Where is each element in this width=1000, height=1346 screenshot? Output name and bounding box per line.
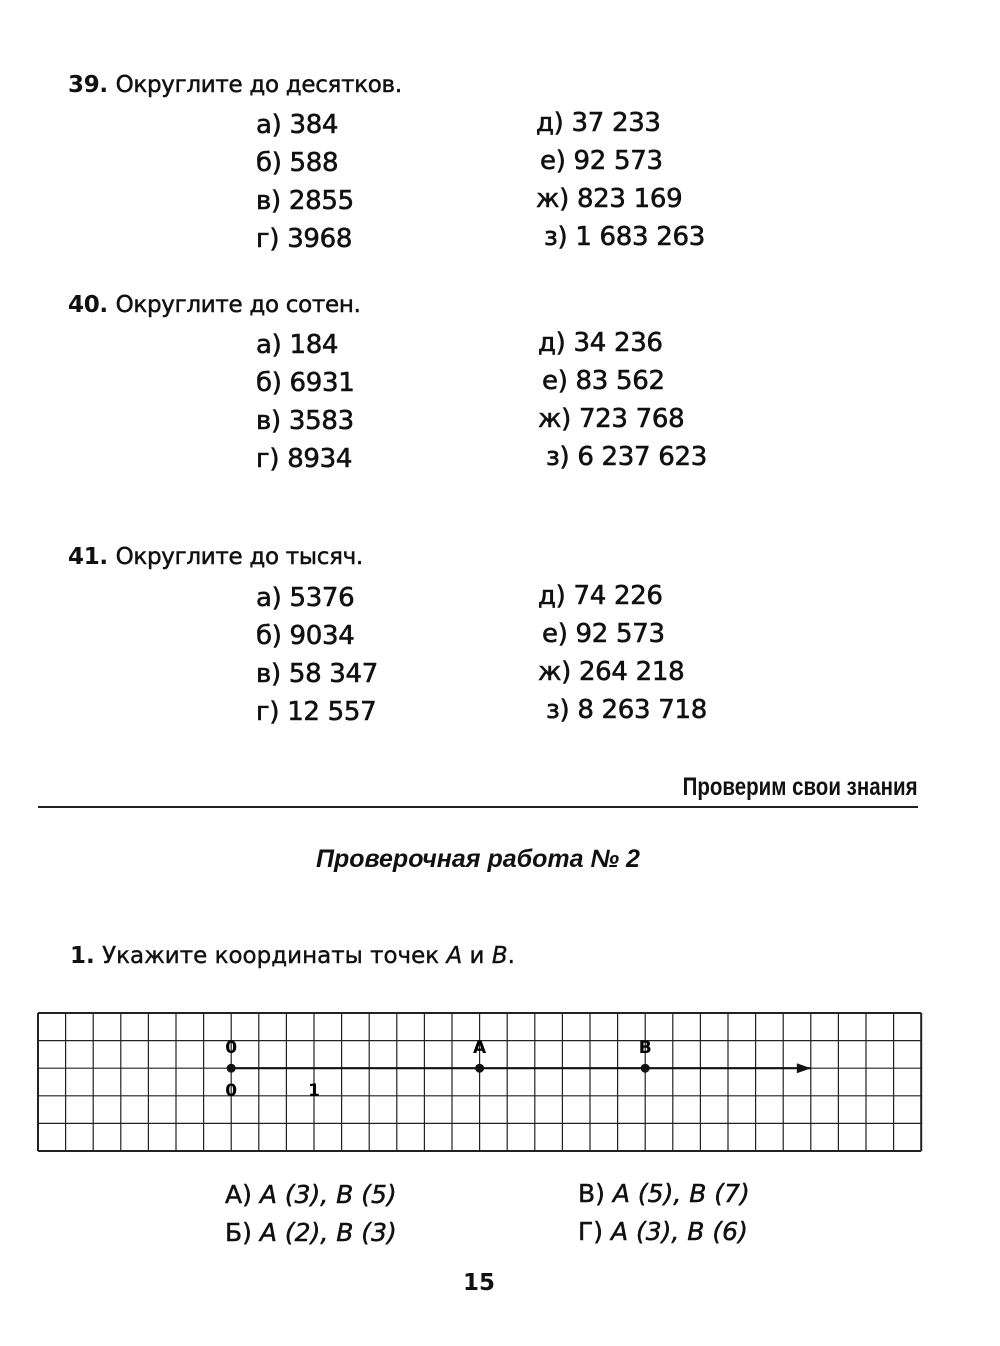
page-number: 15	[462, 1270, 495, 1296]
exercise-number: 39.	[68, 72, 108, 98]
list-item: в) 2855	[256, 186, 354, 216]
point-b-label: B	[638, 1038, 652, 1059]
list-item: в) 3583	[256, 406, 354, 436]
exercise-number: 41.	[68, 544, 108, 570]
number-line-grid	[30, 1005, 930, 1160]
point-b	[641, 1064, 650, 1073]
list-item: б) 9034	[256, 621, 355, 651]
list-item: а) 384	[256, 110, 339, 140]
list-item: б) 588	[256, 148, 339, 178]
exercise-40-right-column	[538, 328, 707, 480]
list-item: е) 92 573	[542, 619, 665, 649]
list-item: д) 37 233	[536, 108, 661, 138]
exercise-40-heading	[68, 292, 361, 318]
exercise-40-left-column	[256, 330, 355, 482]
origin-label-top: 0	[225, 1038, 238, 1059]
list-item: а) 5376	[256, 583, 355, 613]
answer-option-b[interactable]: Б) A (2), B (3)	[225, 1218, 397, 1247]
section-title: Проверим свои знания	[683, 773, 918, 801]
exercise-39-heading	[68, 72, 402, 98]
exercise-39-left-column	[256, 110, 354, 262]
grid-lines	[38, 1013, 921, 1151]
axis-arrow-icon	[797, 1063, 811, 1073]
exercise-41-heading	[68, 544, 363, 570]
origin-label-bottom: 0	[225, 1081, 238, 1102]
list-item: а) 184	[256, 330, 339, 360]
exercise-title: Округлите до десятков.	[115, 72, 402, 98]
exercise-41-left-column	[256, 583, 378, 735]
task-1-heading: 1. Укажите координаты точек A и B.	[70, 943, 515, 969]
list-item: г) 8934	[256, 444, 353, 474]
list-item: ж) 823 169	[536, 184, 683, 214]
task-number: 1.	[70, 943, 95, 969]
list-item: з) 8 263 718	[546, 695, 707, 725]
exercise-41-right-column	[538, 581, 707, 733]
exercise-number: 40.	[68, 292, 108, 318]
point-a	[475, 1064, 484, 1073]
exercise-title: Округлите до тысяч.	[115, 544, 363, 570]
unit-label: 1	[308, 1081, 320, 1102]
list-item: д) 74 226	[538, 581, 663, 611]
answer-option-a[interactable]: А) A (3), B (5)	[225, 1180, 397, 1209]
point-a-label: A	[473, 1038, 487, 1059]
exercise-title: Округлите до сотен.	[115, 292, 361, 318]
answer-option-d[interactable]: Г) A (3), B (6)	[578, 1217, 748, 1246]
list-item: г) 12 557	[256, 697, 377, 727]
list-item: е) 92 573	[540, 146, 663, 176]
list-item: ж) 723 768	[538, 404, 685, 434]
list-item: д) 34 236	[538, 328, 663, 358]
section-divider	[38, 806, 918, 808]
exercise-39-right-column	[536, 108, 705, 260]
answer-option-c[interactable]: В) A (5), B (7)	[578, 1179, 750, 1208]
work-title: Проверочная работа № 2	[316, 845, 640, 873]
list-item: г) 3968	[256, 224, 353, 254]
list-item: з) 1 683 263	[544, 222, 705, 252]
list-item: в) 58 347	[256, 659, 379, 689]
origin-point	[227, 1064, 236, 1073]
list-item: ж) 264 218	[538, 657, 685, 687]
list-item: з) 6 237 623	[546, 442, 707, 472]
list-item: б) 6931	[256, 368, 355, 398]
list-item: е) 83 562	[542, 366, 665, 396]
